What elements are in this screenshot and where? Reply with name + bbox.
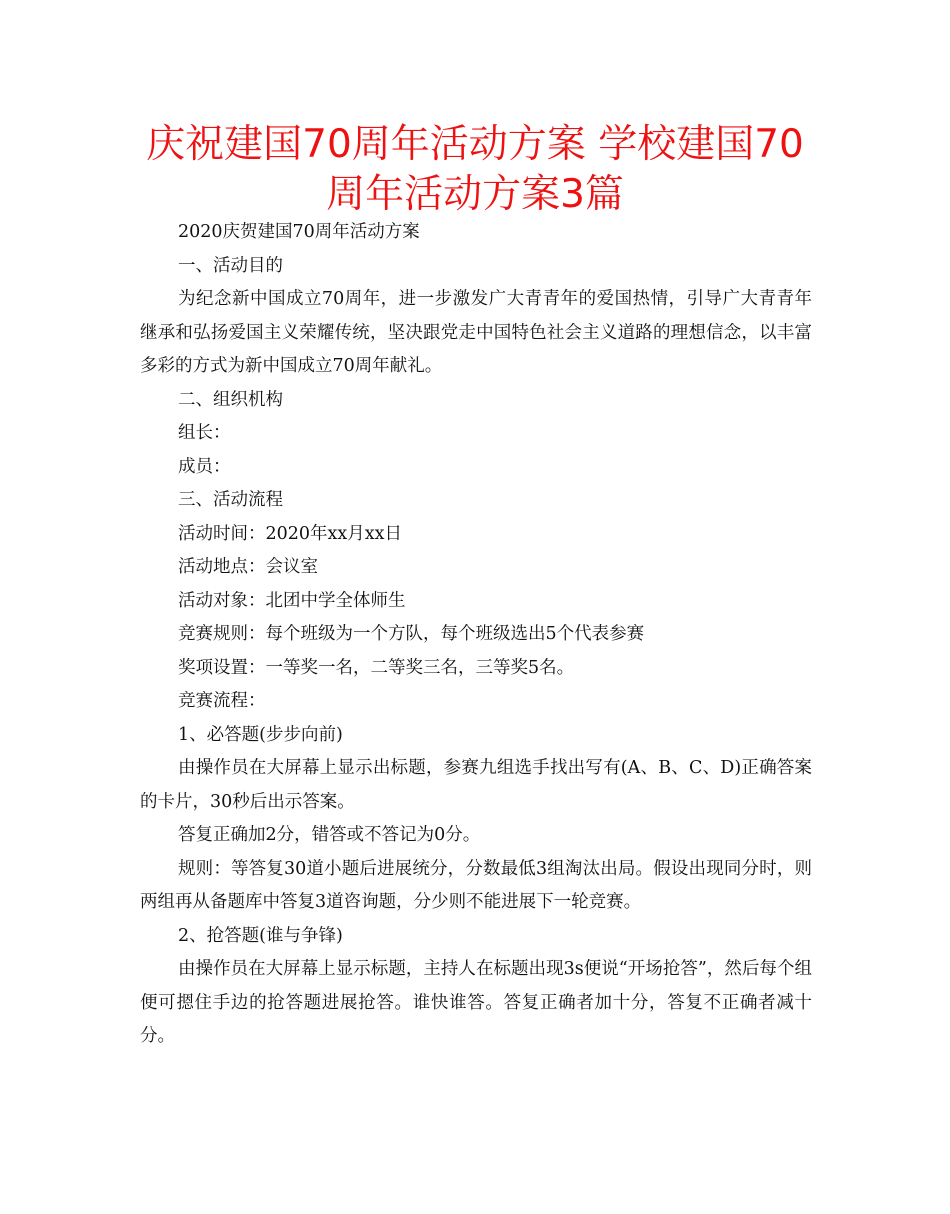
document-body [140, 216, 812, 1054]
paragraph: 由操作员在大屏幕上显示标题，主持人在标题出现3s便说“开场抢答”，然后每个组便可摁住手边的抢答题进展抢答。谁快谁答。答复正确者加十分，答复不正确者减十分。 [140, 959, 812, 1046]
paragraph: 活动时间：2020年xx月xx日 [178, 523, 403, 544]
paragraph: 2、抢答题(谁与争锋) [178, 925, 343, 946]
paragraph: 奖项设置：一等奖一名，二等奖三名，三等奖5名。 [178, 657, 575, 678]
paragraph: 由操作员在大屏幕上显示出标题，参赛九组选手找出写有(A、B、C、D)正确答案的卡片，30秒后出示答案。 [140, 758, 812, 812]
paragraph: 活动对象：北团中学全体师生 [178, 590, 406, 611]
paragraph: 组长： [178, 423, 231, 443]
paragraph: 为纪念新中国成立70周年，进一步激发广大青青年的爱国热情，引导广大青青年继承和弘扬爱国主义荣耀传统，坚决跟党走中国特色社会主义道路的理想信念，以丰富多彩的方式为新中国成立70周年献礼。 [140, 289, 812, 376]
paragraph: 活动地点：会议室 [178, 557, 318, 577]
paragraph: 规则：等答复30道小题后进展统分，分数最低3组淘汰出局。假设出现同分时，则两组再从备题库中答复3道咨询题，分少则不能进展下一轮竞赛。 [140, 858, 812, 912]
paragraph: 2020庆贺建国70周年活动方案 [178, 222, 420, 242]
paragraph: 一、活动目的 [178, 255, 283, 276]
paragraph: 1、必答题(步步向前) [178, 724, 343, 745]
paragraph: 竞赛规则：每个班级为一个方队，每个班级选出5个代表参赛 [178, 624, 645, 644]
paragraph: 三、活动流程 [178, 490, 283, 510]
paragraph: 二、组织机构 [178, 389, 283, 410]
paragraph: 成员： [178, 456, 231, 477]
paragraph: 竞赛流程： [178, 691, 266, 711]
paragraph: 答复正确加2分，错答或不答记为0分。 [178, 825, 481, 845]
document-title: 庆祝建国70周年活动方案 学校建国70周年活动方案3篇 [146, 122, 804, 217]
